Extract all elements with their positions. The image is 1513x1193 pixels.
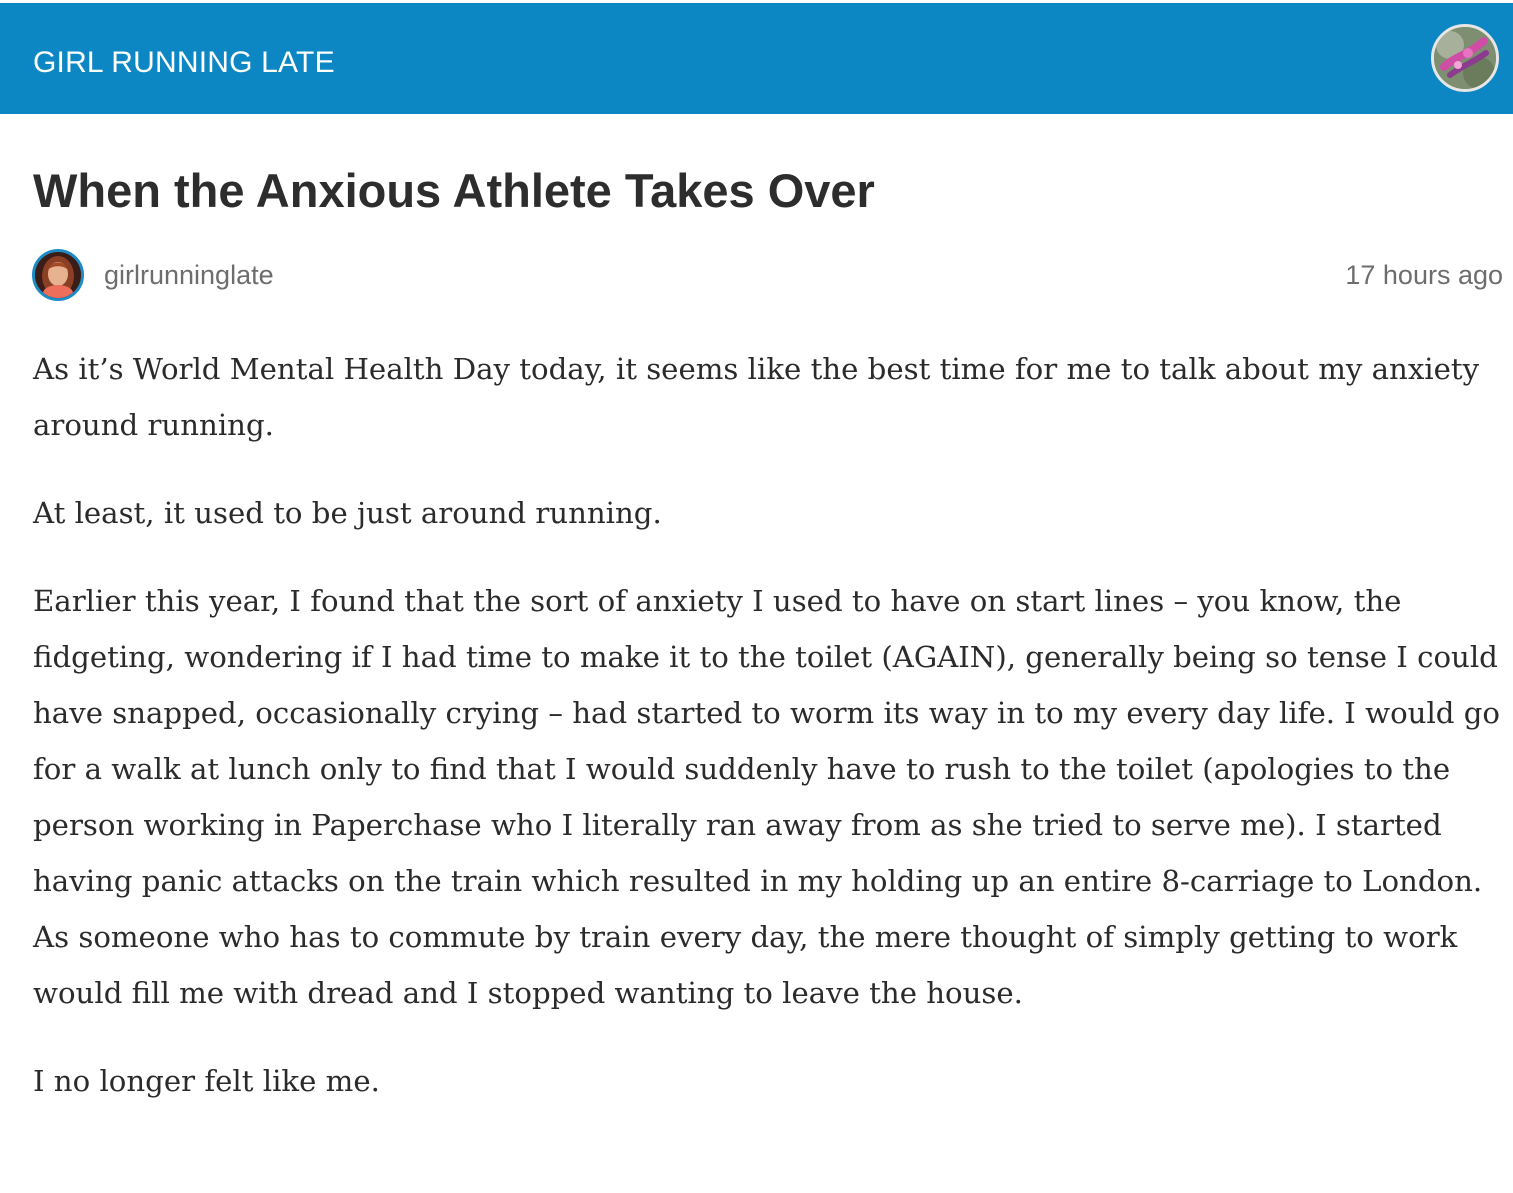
top-bar bbox=[0, 3, 1513, 114]
author-avatar-image-icon bbox=[35, 252, 81, 298]
site-title[interactable]: GIRL RUNNING LATE bbox=[33, 46, 335, 79]
post-body bbox=[33, 341, 1504, 1141]
post-title[interactable]: When the Anxious Athlete Takes Over bbox=[33, 164, 875, 217]
paragraph: At least, it used to be just around running. bbox=[33, 496, 662, 530]
site-avatar-image-icon bbox=[1434, 27, 1496, 89]
author-name[interactable]: girlrunninglate bbox=[104, 260, 274, 290]
paragraph: Earlier this year, I found that the sort of anxiety I used to have on start lines – you know, the fidgeting, wondering if I had time to make it to the toilet (AGAIN), generally being so tense I could have snapped, occasionally crying – had started to worm its way in to my every day life. I would go for a walk at lunch only to find that I would suddenly have to rush to the toilet (apologies to the person working in Paperchase who I literally ran away from as she tried to serve me). I started having panic attacks on the train which resulted in my holding up an entire 8-carriage to London. As someone who has to commute by train every day, the mere thought of simply getting to work would fill me with dread and I stopped wanting to leave the house. bbox=[33, 584, 1500, 1010]
site-avatar[interactable] bbox=[1431, 24, 1499, 92]
paragraph: I no longer felt like me. bbox=[33, 1064, 380, 1098]
paragraph: As it’s World Mental Health Day today, it seems like the best time for me to talk about my anxiety around running. bbox=[33, 352, 1480, 442]
post-timestamp: 17 hours ago bbox=[1345, 260, 1503, 290]
author-avatar[interactable] bbox=[32, 249, 84, 301]
